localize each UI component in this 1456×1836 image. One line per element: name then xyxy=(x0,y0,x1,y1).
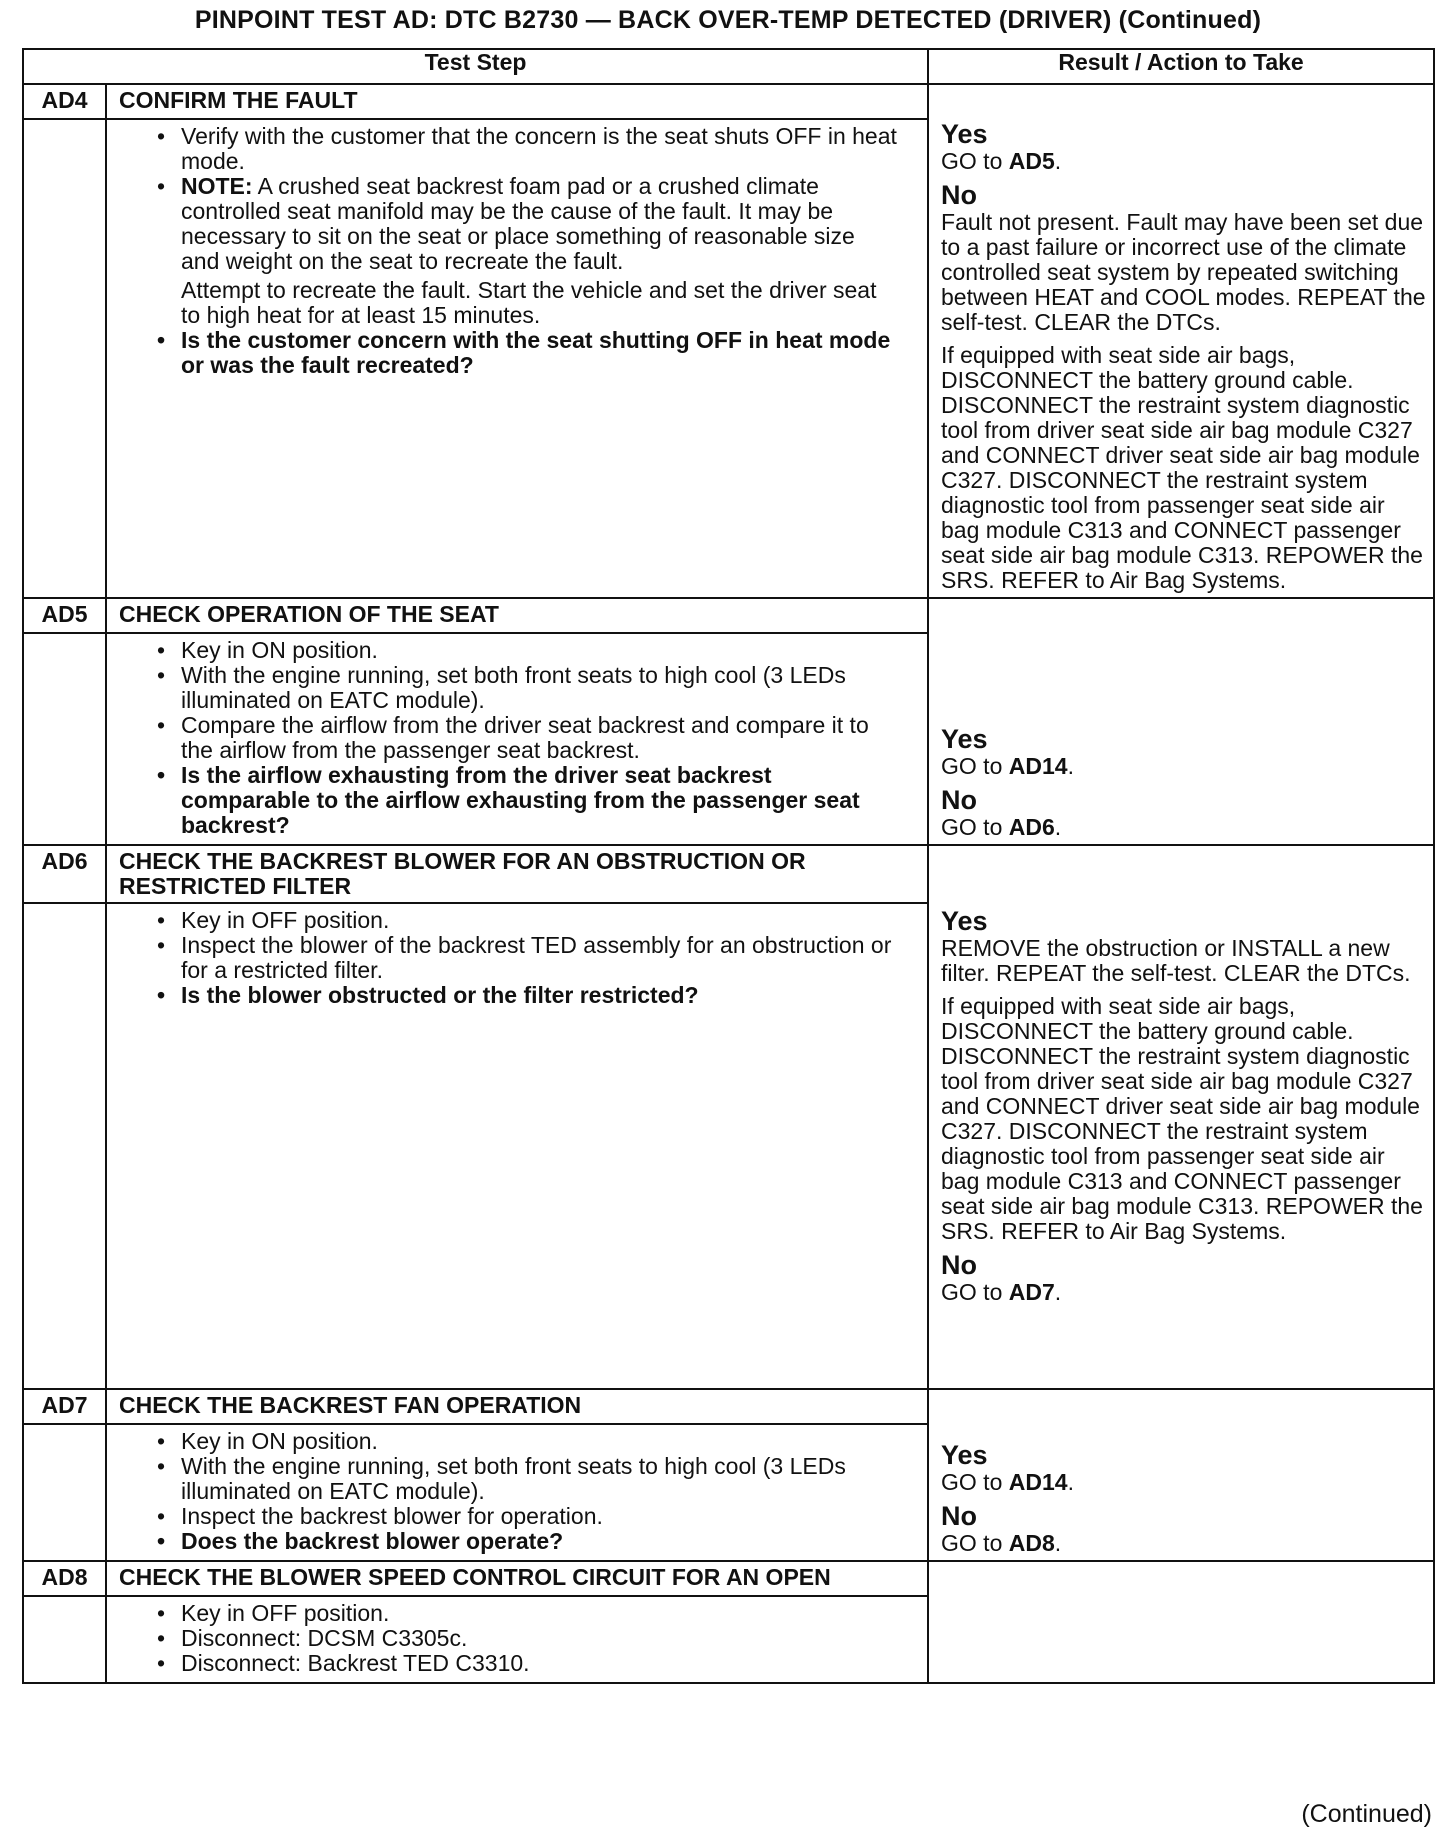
step-ad6-result xyxy=(928,845,1434,1389)
header-test-step: Test Step xyxy=(23,49,928,84)
yes-action: GO to AD14. xyxy=(941,1469,1074,1495)
no-target: AD7 xyxy=(1008,1279,1055,1305)
list-item: • Disconnect: DCSM C3305c. xyxy=(161,1626,897,1651)
no-label: No xyxy=(941,1250,978,1280)
step-title: CHECK THE BLOWER SPEED CONTROL CIRCUIT FOR AN OPEN xyxy=(106,1561,928,1596)
yes-action: GO to AD5. xyxy=(941,148,1062,174)
yes-label: Yes xyxy=(941,1440,988,1470)
step-body xyxy=(106,633,928,845)
step-title: CONFIRM THE FAULT xyxy=(106,84,928,119)
list-item: • Key in OFF position. xyxy=(161,1601,897,1626)
step-id: AD7 xyxy=(23,1389,106,1424)
step-body xyxy=(106,903,928,1389)
list-item-question: • Is the blower obstructed or the filter restricted? xyxy=(161,983,897,1008)
yes-target: AD14 xyxy=(1008,1469,1068,1495)
step-title: CHECK OPERATION OF THE SEAT xyxy=(106,598,928,633)
list-item: • Key in ON position. xyxy=(161,638,897,663)
continued-note: (Continued) xyxy=(1301,1800,1432,1828)
yes-action: REMOVE the obstruction or INSTALL a new filter. REPEAT the self-test. CLEAR the DTCs. xyxy=(941,935,1411,986)
step-body xyxy=(106,1424,928,1561)
no-label: No xyxy=(941,180,978,210)
yes-action-airbag: If equipped with seat side air bags, DISCONNECT the battery ground cable. DISCONNECT the restraint system diagnostic tool from driver seat side air bag module C327 and CONNECT driver seat side air bag module C327. DISCONNECT the restraint system diagnostic tool from passenger seat side air bag module C313 and CONNECT passenger seat side air bag module C313. REPOWER the SRS. REFER to Air Bag Systems. xyxy=(941,993,1423,1244)
list-item: • NOTE: A crushed seat backrest foam pad or a crushed climate controlled seat manifold may be the cause of the fault. It may be necessary to sit on the seat or place something of reasonable size and weight on the seat to recreate the fault. xyxy=(161,174,897,274)
step-ad8-result xyxy=(928,1561,1434,1683)
list-item-question: • Is the customer concern with the seat shutting OFF in heat mode or was the fault recreated? xyxy=(161,328,897,378)
step-ad7-title-row xyxy=(23,1389,1434,1424)
yes-target: AD14 xyxy=(1008,753,1068,779)
step-ad4-title-row xyxy=(23,84,1434,119)
page-title: PINPOINT TEST AD: DTC B2730 — BACK OVER-TEMP DETECTED (DRIVER) (Continued) xyxy=(194,6,1262,34)
list-item-question: • Does the backrest blower operate? xyxy=(161,1529,897,1554)
list-item-question: • Is the airflow exhausting from the driver seat backrest comparable to the airflow exhausting from the passenger seat backrest? xyxy=(161,763,897,838)
no-action: GO to AD8. xyxy=(941,1530,1062,1556)
yes-label: Yes xyxy=(941,119,988,149)
yes-label: Yes xyxy=(941,906,988,936)
step-ad5-title-row xyxy=(23,598,1434,633)
step-title: CHECK THE BACKREST BLOWER FOR AN OBSTRUCTION OR RESTRICTED FILTER xyxy=(106,845,928,903)
no-label: No xyxy=(941,1501,978,1531)
list-item: • Key in ON position. xyxy=(161,1429,897,1454)
step-body xyxy=(106,119,928,598)
header-result: Result / Action to Take xyxy=(928,49,1434,84)
step-body xyxy=(106,1596,928,1683)
no-label: No xyxy=(941,785,978,815)
step-ad7-result xyxy=(928,1389,1434,1561)
yes-target: AD5 xyxy=(1008,148,1055,174)
step-ad8-title-row xyxy=(23,1561,1434,1596)
list-item: • Inspect the backrest blower for operation. xyxy=(161,1504,897,1529)
list-item: • Key in OFF position. xyxy=(161,908,897,933)
no-target: AD8 xyxy=(1008,1530,1055,1556)
no-action: GO to AD7. xyxy=(941,1279,1062,1305)
yes-label: Yes xyxy=(941,724,988,754)
yes-action: GO to AD14. xyxy=(941,753,1074,779)
list-item: • With the engine running, set both front seats to high cool (3 LEDs illuminated on EATC module). xyxy=(161,1454,897,1504)
list-item: Attempt to recreate the fault. Start the vehicle and set the driver seat to high heat for at least 15 minutes. xyxy=(181,277,877,328)
no-action: Fault not present. Fault may have been set due to a past failure or incorrect use of the climate controlled seat system by repeated switching between HEAT and COOL modes. REPEAT the self-test. CLEAR the DTCs. xyxy=(941,209,1426,335)
step-id: AD6 xyxy=(23,845,106,903)
step-ad5-result xyxy=(928,598,1434,845)
table-header-row xyxy=(23,49,1434,84)
no-target: AD6 xyxy=(1008,814,1055,840)
list-item: • Inspect the blower of the backrest TED assembly for an obstruction or for a restricted filter. xyxy=(161,933,897,983)
list-item: • Verify with the customer that the concern is the seat shuts OFF in heat mode. xyxy=(161,124,897,174)
list-item: • Disconnect: Backrest TED C3310. xyxy=(161,1651,897,1676)
step-id: AD8 xyxy=(23,1561,106,1596)
no-action: GO to AD6. xyxy=(941,814,1062,840)
step-id: AD5 xyxy=(23,598,106,633)
list-item: • Compare the airflow from the driver seat backrest and compare it to the airflow from the passenger seat backrest. xyxy=(161,713,897,763)
no-action-airbag: If equipped with seat side air bags, DISCONNECT the battery ground cable. DISCONNECT the restraint system diagnostic tool from driver seat side air bag module C327 and CONNECT driver seat side air bag module C327. DISCONNECT the restraint system diagnostic tool from passenger seat side air bag module C313 and CONNECT passenger seat side air bag module C313. REPOWER the SRS. REFER to Air Bag Systems. xyxy=(941,342,1423,593)
step-title: CHECK THE BACKREST FAN OPERATION xyxy=(106,1389,928,1424)
step-ad4-result xyxy=(928,84,1434,598)
list-item: • With the engine running, set both front seats to high cool (3 LEDs illuminated on EATC module). xyxy=(161,663,897,713)
step-id: AD4 xyxy=(23,84,106,119)
pinpoint-test-table xyxy=(22,48,1435,1684)
step-ad6-title-row xyxy=(23,845,1434,903)
